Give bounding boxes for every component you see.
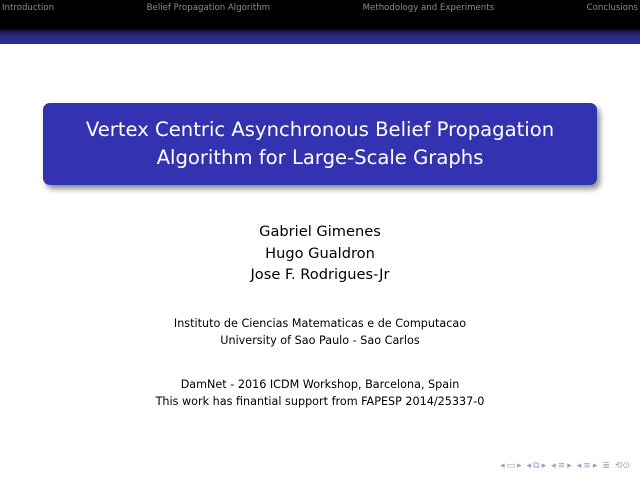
search-icon[interactable]: ⟲⊙ bbox=[614, 461, 630, 471]
section-icon: ≡ bbox=[557, 461, 566, 471]
section-navigation bbox=[0, 0, 640, 15]
author-name: Gabriel Gimenes bbox=[259, 223, 381, 240]
author-name: Hugo Gualdron bbox=[265, 244, 375, 262]
document-icon: ≡ bbox=[583, 461, 591, 471]
prev-frame-icon[interactable]: ◂ bbox=[500, 461, 505, 471]
prev-document-icon[interactable]: ◂ bbox=[576, 461, 582, 471]
presentation-title-line-1: Vertex Centric Asynchronous Belief Propagation bbox=[85, 118, 555, 141]
nav-link-methodology[interactable]: Methodology and Experiments bbox=[362, 2, 495, 13]
institution-block bbox=[0, 315, 640, 349]
subsection-icon: ⧉ bbox=[533, 461, 540, 471]
next-document-icon[interactable]: ▸ bbox=[592, 461, 598, 471]
prev-subsection-icon[interactable]: ◂ bbox=[526, 461, 532, 471]
presentation-title-line-2: Algorithm for Large-Scale Graphs bbox=[156, 146, 484, 169]
beamer-navigation-controls bbox=[500, 460, 630, 472]
next-frame-icon[interactable]: ▸ bbox=[517, 461, 522, 471]
funding-line: This work has finantial support from FAPESP 2014/25337-0 bbox=[155, 395, 485, 408]
prev-section-icon[interactable]: ◂ bbox=[551, 461, 556, 471]
nav-link-conclusions[interactable]: Conclusions bbox=[586, 2, 638, 13]
frame-icon: ▭ bbox=[506, 461, 516, 471]
next-section-icon[interactable]: ▸ bbox=[567, 461, 572, 471]
author-name: Jose F. Rodrigues-Jr bbox=[250, 266, 390, 283]
align-icon[interactable]: ≣ bbox=[602, 461, 610, 471]
header-gradient-bar bbox=[0, 15, 640, 44]
title-block bbox=[43, 103, 597, 185]
nav-link-belief-propagation[interactable]: Belief Propagation Algorithm bbox=[146, 2, 271, 13]
venue-line-1: DamNet - 2016 ICDM Workshop, Barcelona, Spain bbox=[180, 378, 460, 391]
next-subsection-icon[interactable]: ▸ bbox=[541, 461, 547, 471]
nav-link-introduction[interactable]: Introduction bbox=[2, 2, 55, 13]
institution-line-2: University of Sao Paulo - Sao Carlos bbox=[220, 334, 420, 347]
author-list bbox=[0, 221, 640, 286]
venue-block bbox=[0, 376, 640, 410]
institution-line-1: Instituto de Ciencias Matematicas e de Computacao bbox=[173, 317, 467, 330]
